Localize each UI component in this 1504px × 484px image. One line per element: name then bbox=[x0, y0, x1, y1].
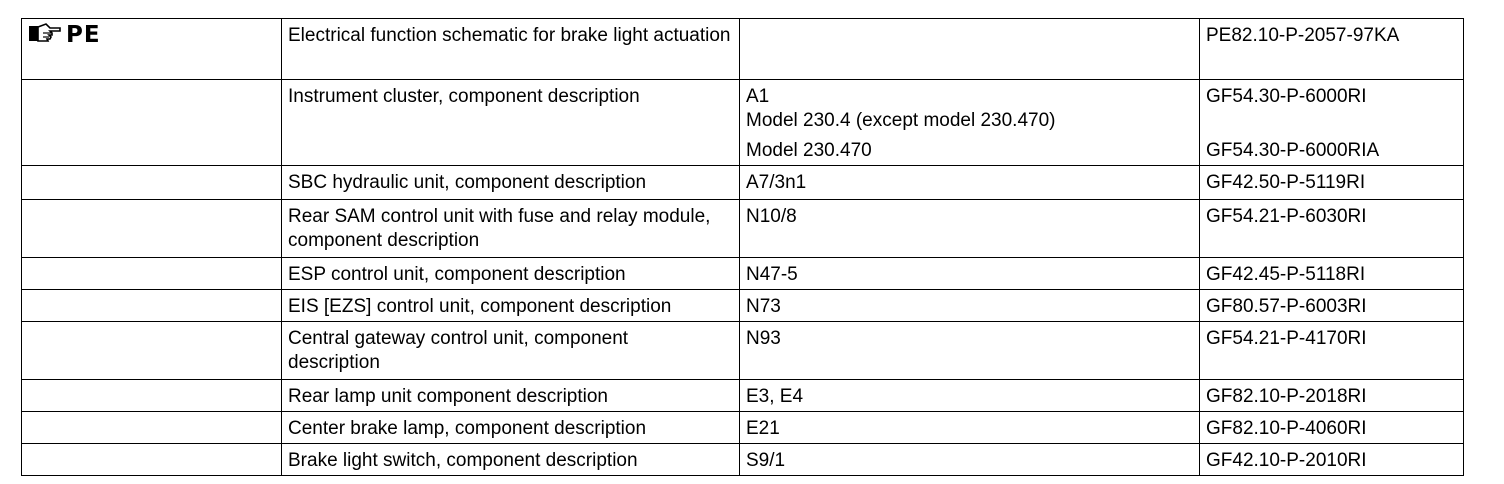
empty-cell bbox=[22, 380, 282, 412]
reference-link[interactable]: GF42.45-P-5118RI bbox=[1200, 258, 1464, 290]
description-cell: Electrical function schematic for brake light actuation bbox=[282, 19, 740, 80]
component-cell: A7/3n1 bbox=[740, 166, 1200, 200]
empty-cell bbox=[22, 290, 282, 322]
empty-cell bbox=[22, 80, 282, 166]
reference-link[interactable]: GF82.10-P-4060RI bbox=[1200, 412, 1464, 444]
empty-cell bbox=[22, 444, 282, 476]
table-row bbox=[22, 19, 1464, 80]
table-row bbox=[22, 80, 1464, 166]
reference-link[interactable]: GF82.10-P-2018RI bbox=[1200, 380, 1464, 412]
component-cell: N93 bbox=[740, 322, 1200, 380]
table-row bbox=[22, 412, 1464, 444]
component-line: Model 230.470 bbox=[746, 140, 872, 161]
reference-link[interactable]: GF54.21-P-6030RI bbox=[1200, 200, 1464, 258]
table-row bbox=[22, 258, 1464, 290]
component-cell: N47-5 bbox=[740, 258, 1200, 290]
description-cell: ESP control unit, component description bbox=[282, 258, 740, 290]
reference-link[interactable]: GF54.30-P-6000RI bbox=[1206, 86, 1367, 107]
reference-link[interactable]: GF42.50-P-5119RI bbox=[1200, 166, 1464, 200]
description-cell: Rear SAM control unit with fuse and relay module, component description bbox=[282, 200, 740, 258]
table-row bbox=[22, 322, 1464, 380]
table-row bbox=[22, 380, 1464, 412]
reference-link[interactable]: GF54.21-P-4170RI bbox=[1200, 322, 1464, 380]
description-cell: EIS [EZS] control unit, component description bbox=[282, 290, 740, 322]
reference-link[interactable]: GF80.57-P-6003RI bbox=[1200, 290, 1464, 322]
table-row bbox=[22, 290, 1464, 322]
component-cell: S9/1 bbox=[740, 444, 1200, 476]
description-cell: Center brake lamp, component description bbox=[282, 412, 740, 444]
empty-cell bbox=[22, 412, 282, 444]
pe-marker-label: PE bbox=[66, 22, 101, 48]
component-cell bbox=[740, 80, 1200, 166]
empty-cell bbox=[22, 258, 282, 290]
description-cell: SBC hydraulic unit, component description bbox=[282, 166, 740, 200]
component-cell: E3, E4 bbox=[740, 380, 1200, 412]
description-cell: Instrument cluster, component description bbox=[282, 80, 740, 166]
table-row bbox=[22, 200, 1464, 258]
component-cell: N10/8 bbox=[740, 200, 1200, 258]
component-cell bbox=[740, 19, 1200, 80]
reference-link[interactable]: GF54.30-P-6000RIA bbox=[1206, 140, 1380, 161]
pointing-hand-icon bbox=[28, 22, 62, 49]
reference-link[interactable]: GF42.10-P-2010RI bbox=[1200, 444, 1464, 476]
empty-cell bbox=[22, 322, 282, 380]
description-cell: Rear lamp unit component description bbox=[282, 380, 740, 412]
description-cell: Central gateway control unit, component description bbox=[282, 322, 740, 380]
table-row bbox=[22, 166, 1464, 200]
reference-cell bbox=[1200, 80, 1464, 166]
empty-cell bbox=[22, 166, 282, 200]
component-cell: E21 bbox=[740, 412, 1200, 444]
empty-cell bbox=[22, 200, 282, 258]
reference-table bbox=[21, 18, 1464, 476]
component-line: A1 Model 230.4 (except model 230.470) bbox=[746, 86, 1056, 131]
reference-link[interactable]: PE82.10-P-2057-97KA bbox=[1200, 19, 1464, 80]
component-cell: N73 bbox=[740, 290, 1200, 322]
pe-marker-cell bbox=[22, 19, 282, 80]
description-cell: Brake light switch, component description bbox=[282, 444, 740, 476]
table-row bbox=[22, 444, 1464, 476]
